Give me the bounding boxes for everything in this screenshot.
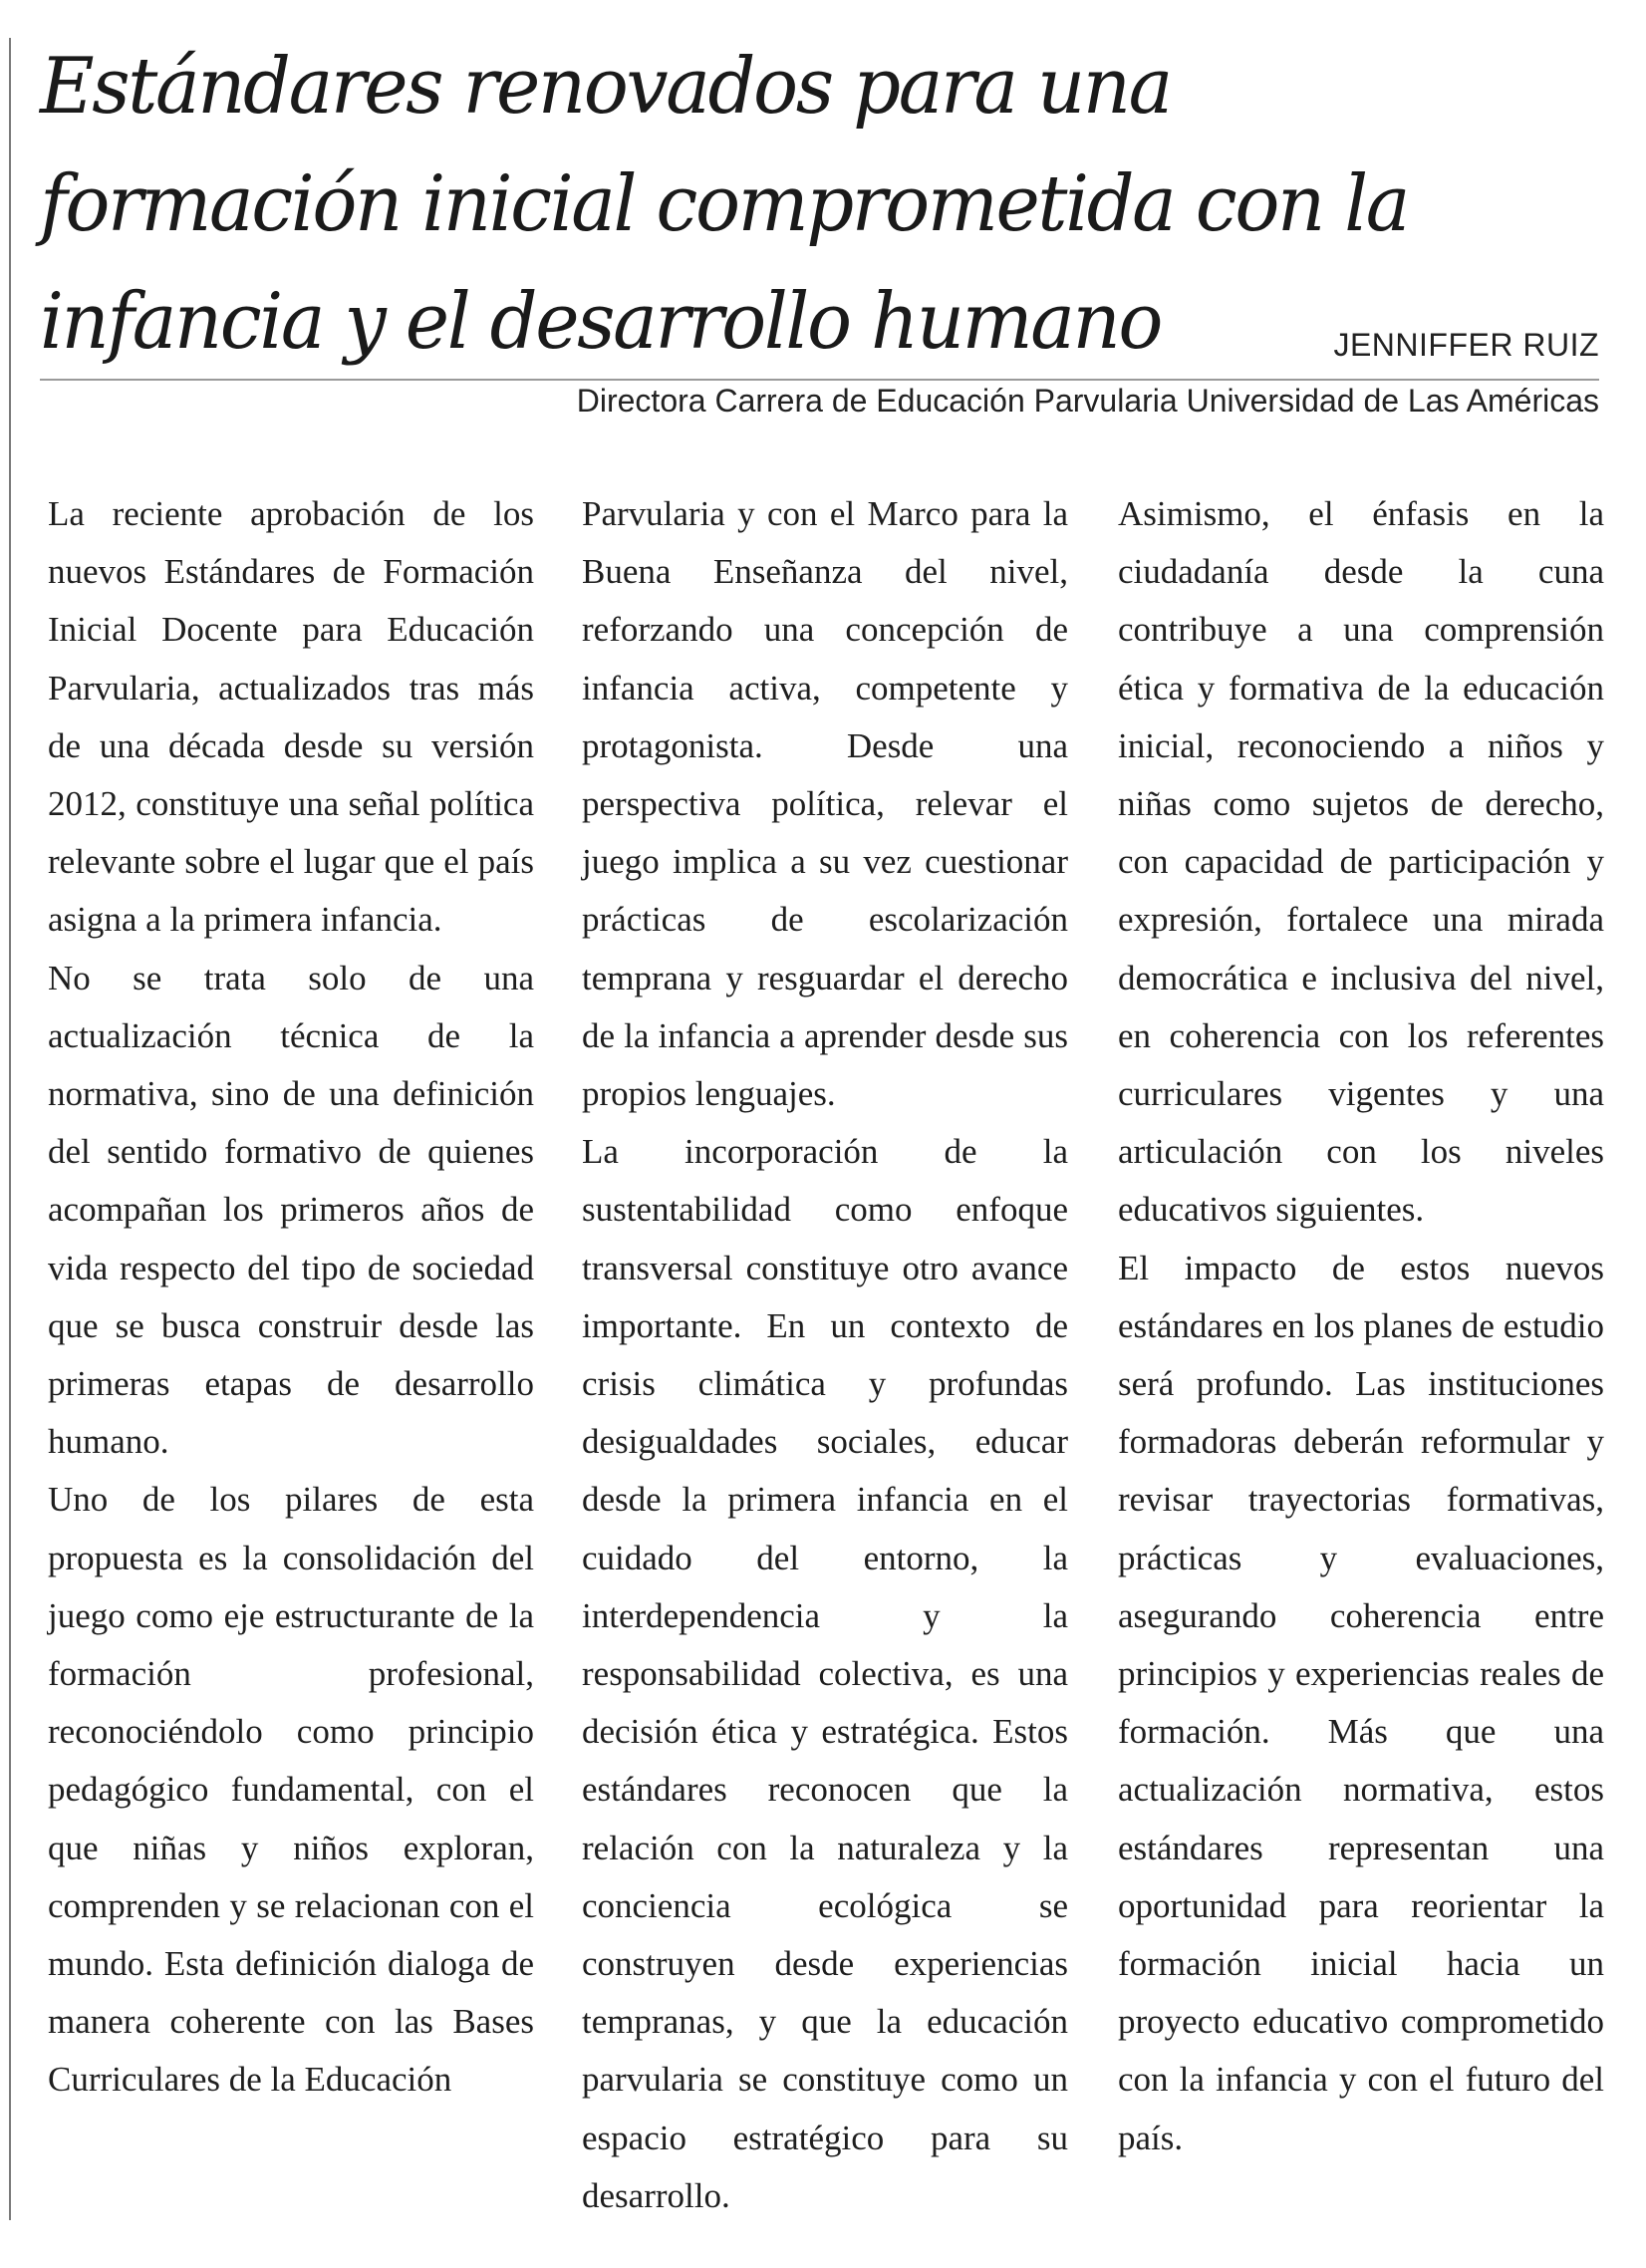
author-name: JENNIFFER RUIZ — [1333, 327, 1599, 363]
paragraph: Parvularia y con el Marco para la Buena Enseñanza del nivel, reforzando una concepción de infancia activa, competente y protagonista. Desde una perspectiva política, relevar el juego implica a su vez cuestionar prácticas de escolarización temprana y resguardar el derecho de la infancia a aprender desde sus propios lenguajes. — [582, 494, 1068, 1114]
byline-divider — [40, 379, 1599, 381]
article-headline: Estándares renovados para una formación inicial comprometida con la infancia y el desarrollo humano — [40, 42, 1409, 367]
author-role: Directora Carrera de Educación Parvularia Universidad de Las Américas — [576, 383, 1599, 419]
left-column-rule — [9, 38, 11, 2220]
paragraph: El impacto de estos nuevos estándares en los planes de estudio será profundo. Las instituciones formadoras deberán reformular y revisar trayectorias formativas, prácticas y evaluaciones, asegurando coherencia entre principios y experiencias reales de formación. Más que una actualización normativa, estos estándares representan una oportunidad para reorientar la formación inicial hacia un proyecto educativo comprometido con la infancia y con el futuro del país. — [1118, 1248, 1604, 2157]
paragraph: La reciente aprobación de los nuevos Estándares de Formación Inicial Docente para Educación Parvularia, actualizados tras más de una década desde su versión 2012, constituye una señal política relevante sobre el lugar que el país asigna a la primera infancia. — [48, 494, 534, 940]
paragraph: La incorporación de la sustentabilidad como enfoque transversal constituye otro avance importante. En un contexto de crisis climática y profundas desigualdades sociales, educar desde la primera infancia en el cuidado del entorno, la interdependencia y la responsabilidad colectiva, es una decisión ética y estratégica. Estos estándares reconocen que la relación con la naturaleza y la conciencia ecológica se construyen desde experiencias tempranas, y que la educación parvularia se constituye como un espacio estratégico para su desarrollo. — [582, 1132, 1068, 2215]
article-column-1 — [48, 485, 534, 2110]
paragraph: Asimismo, el énfasis en la ciudadanía desde la cuna contribuye a una comprensión ética y formativa de la educación inicial, reconociendo a niños y niñas como sujetos de derecho, con capacidad de participación y expresión, fortalece una mirada democrática e inclusiva del nivel, en coherencia con los referentes curriculares vigentes y una articulación con los niveles educativos siguientes. — [1118, 494, 1604, 1230]
article-column-3 — [1118, 485, 1604, 2167]
paragraph: No se trata solo de una actualización técnica de la normativa, sino de una definición del sentido formativo de quienes acompañan los primeros años de vida respecto del tipo de sociedad que se busca construir desde las primeras etapas de desarrollo humano. — [48, 958, 534, 1462]
article-column-2 — [582, 485, 1068, 2225]
paragraph: Uno de los pilares de esta propuesta es la consolidación del juego como eje estructurante de la formación profesional, reconociéndolo como principio pedagógico fundamental, con el que niñas y niños exploran, comprenden y se relacionan con el mundo. Esta definición dialoga de manera coherente con las Bases Curriculares de la Educación — [48, 1480, 534, 2100]
